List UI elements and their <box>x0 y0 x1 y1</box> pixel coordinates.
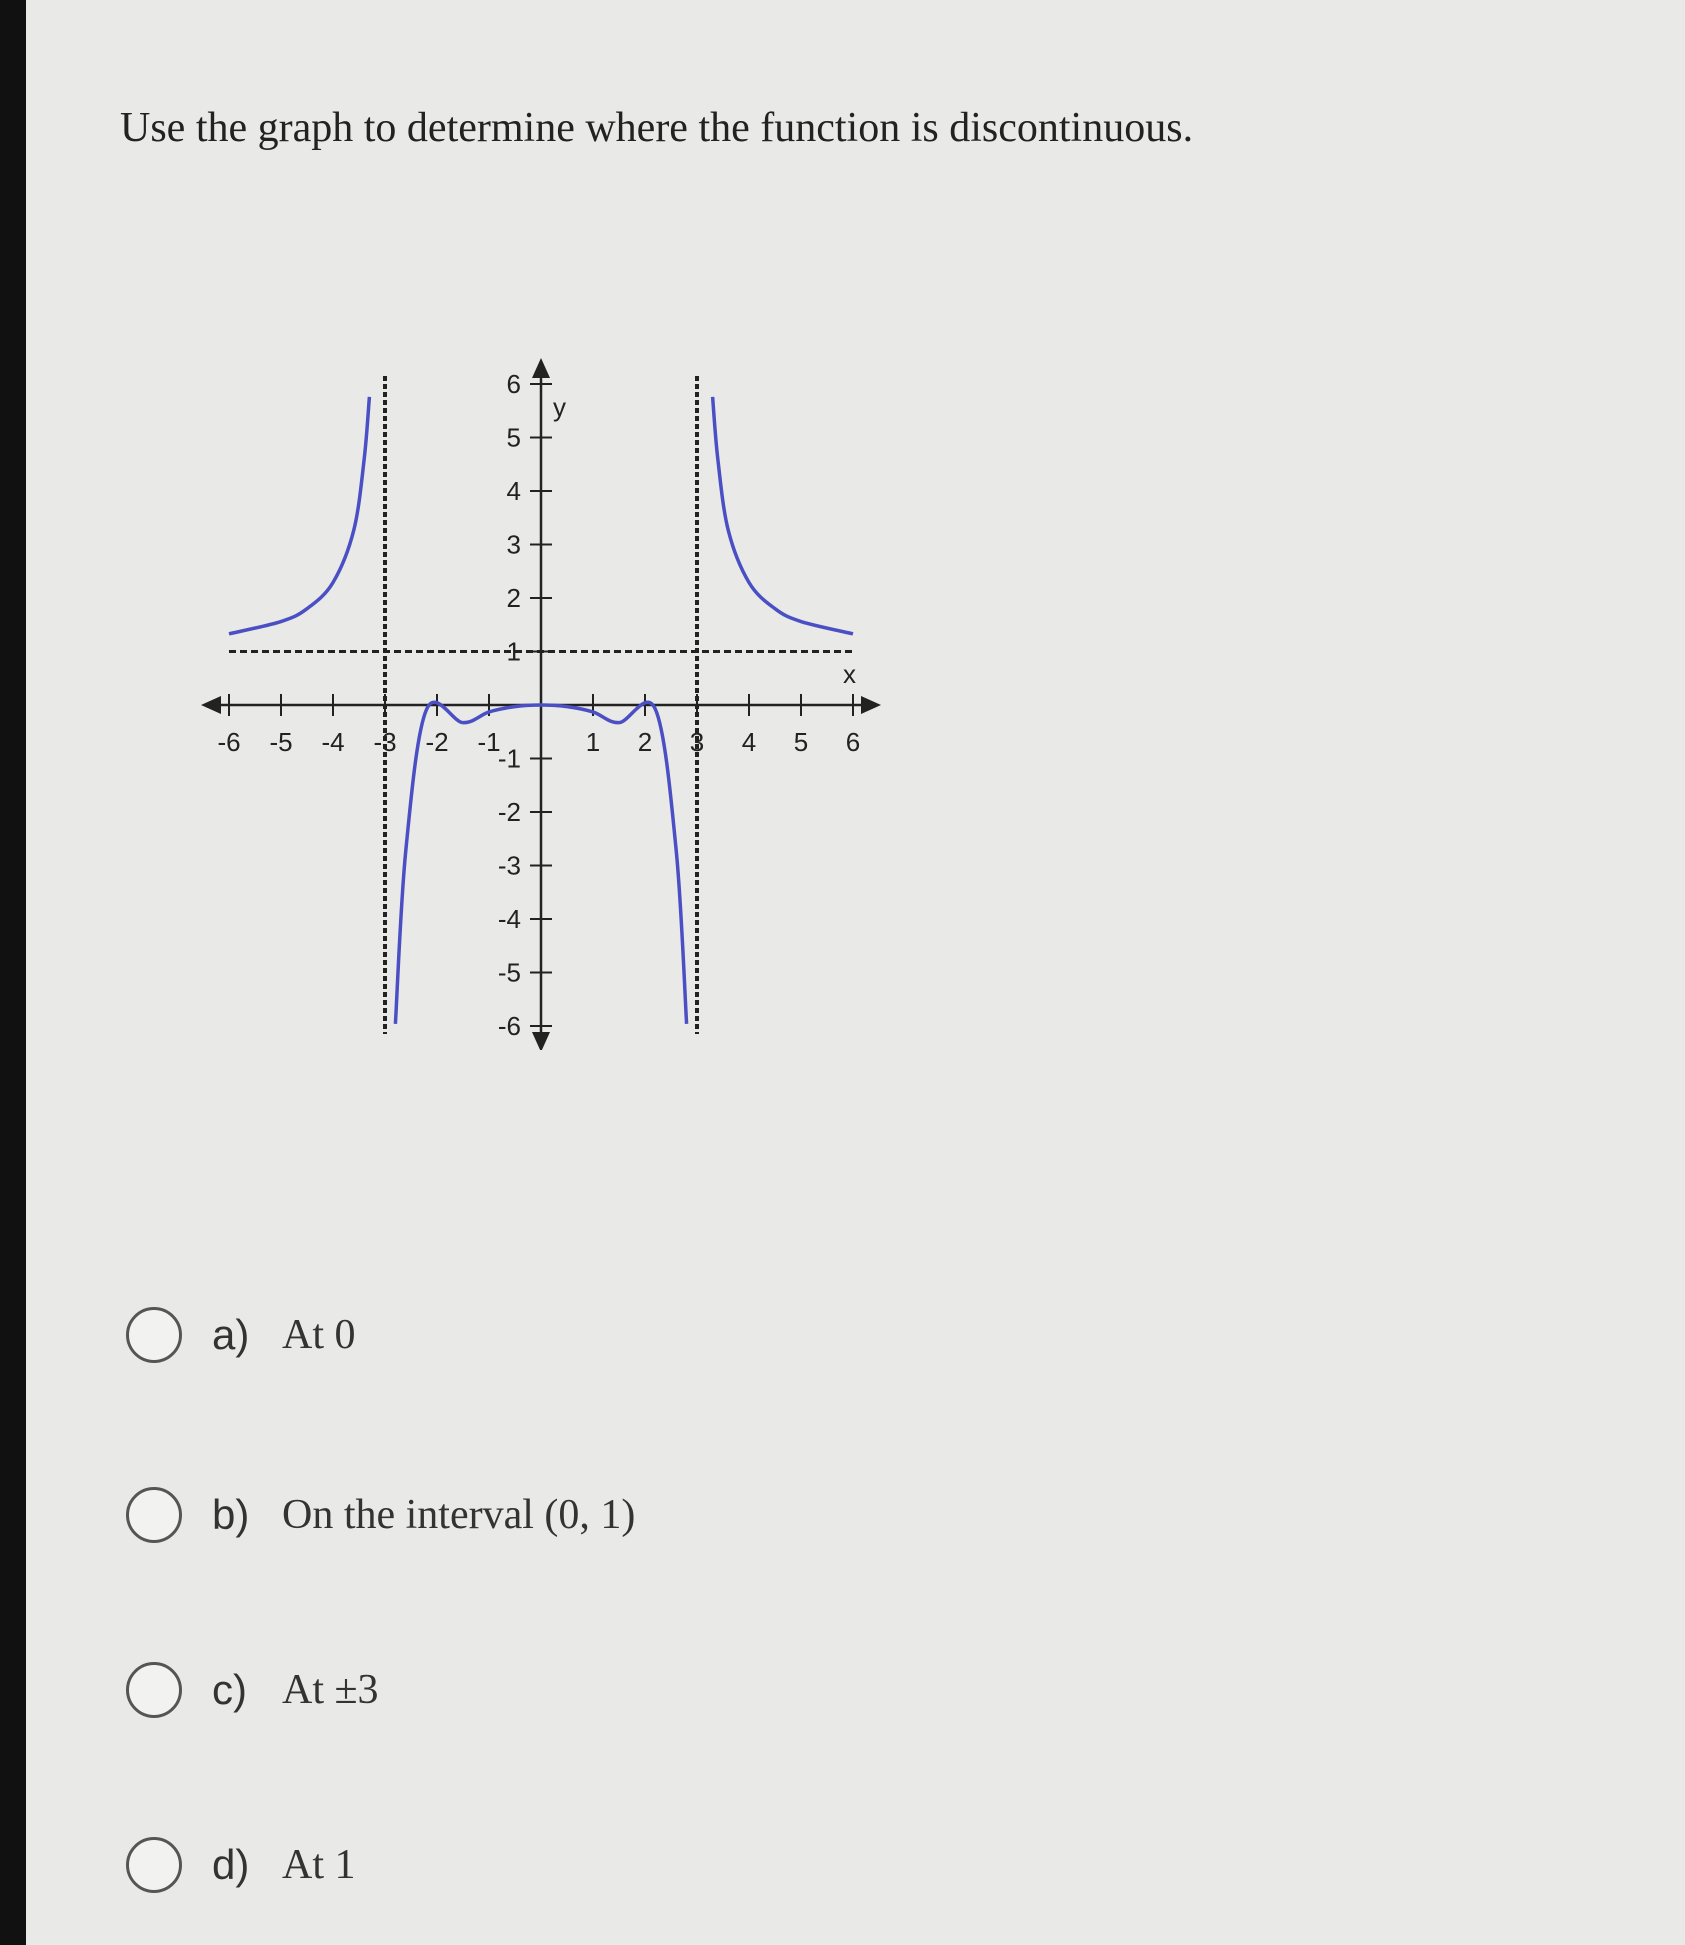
option-b-text: On the interval (0, 1) <box>282 1492 636 1538</box>
x-tick-label: -2 <box>425 727 449 757</box>
y-axis-label: y <box>553 392 566 423</box>
option-d[interactable] <box>126 1825 356 1905</box>
option-a-text: At 0 <box>282 1312 356 1358</box>
x-tick-label: -1 <box>477 727 501 757</box>
y-tick-label: -4 <box>497 904 521 934</box>
radio-button-b[interactable] <box>126 1487 182 1543</box>
y-axis-up-arrow <box>532 358 550 378</box>
option-b-letter: b) <box>212 1491 250 1538</box>
option-a[interactable] <box>126 1295 356 1375</box>
option-b[interactable] <box>126 1475 635 1555</box>
x-tick-label: 5 <box>793 727 809 757</box>
radio-button-a[interactable] <box>126 1307 182 1363</box>
x-tick-label: 4 <box>741 727 757 757</box>
y-tick-label: 2 <box>506 583 521 613</box>
x-tick-label: -6 <box>217 727 241 757</box>
y-tick-label: 3 <box>506 529 521 560</box>
question-text: Use the graph to determine where the function is discontinuous. <box>120 105 1194 151</box>
y-tick-label: -1 <box>497 743 521 774</box>
x-tick-label: -5 <box>269 727 293 757</box>
option-a-letter: a) <box>212 1311 250 1358</box>
option-d-letter: d) <box>212 1841 250 1888</box>
function-curve-3 <box>713 397 853 634</box>
option-c-text: At ±3 <box>282 1667 379 1713</box>
x-tick-label: -3 <box>373 727 397 757</box>
x-tick-label: 1 <box>585 727 601 757</box>
y-tick-label: 5 <box>506 422 521 453</box>
worksheet-page <box>26 0 1685 1945</box>
x-tick-label: 6 <box>845 727 861 757</box>
option-c[interactable] <box>126 1650 379 1730</box>
radio-button-d[interactable] <box>126 1837 182 1893</box>
y-tick-label: 6 <box>506 369 521 399</box>
function-curve-1 <box>229 397 369 634</box>
option-d-text: At 1 <box>282 1842 356 1888</box>
x-tick-label: 3 <box>689 727 705 757</box>
x-tick-label: -4 <box>321 727 345 757</box>
function-graph <box>196 350 896 1050</box>
y-tick-label: -3 <box>497 850 521 881</box>
y-tick-label: 1 <box>506 636 521 667</box>
y-axis-down-arrow <box>532 1032 550 1050</box>
x-axis-label: x <box>843 659 856 689</box>
y-tick-label: -2 <box>497 797 521 827</box>
y-tick-label: -6 <box>497 1011 521 1041</box>
x-tick-label: 2 <box>637 727 653 757</box>
y-tick-label: 4 <box>506 476 521 506</box>
radio-button-c[interactable] <box>126 1662 182 1718</box>
x-axis-right-arrow <box>861 696 881 714</box>
x-axis-left-arrow <box>201 696 221 714</box>
option-c-letter: c) <box>212 1666 247 1713</box>
y-tick-label: -5 <box>497 957 521 988</box>
